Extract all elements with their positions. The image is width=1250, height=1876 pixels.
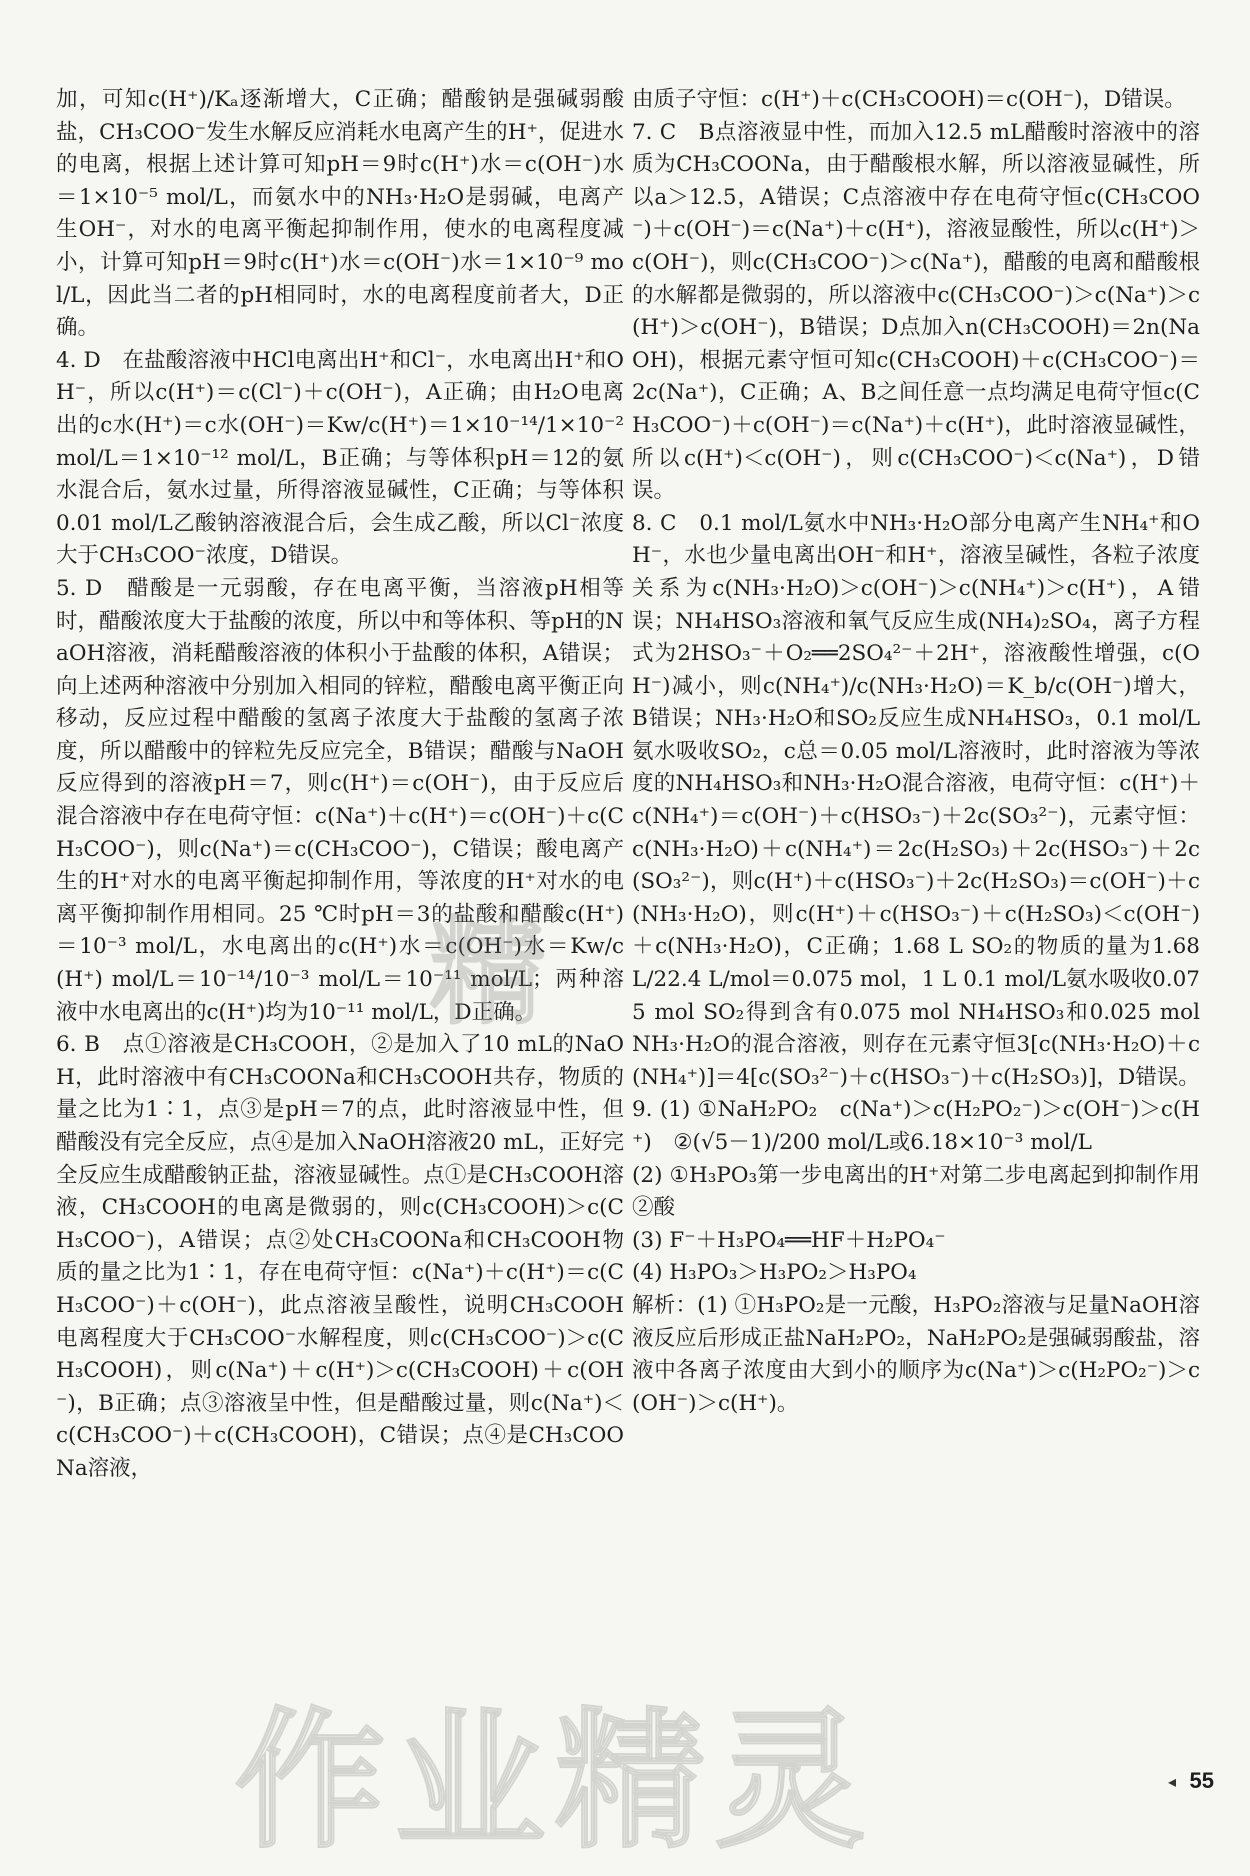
- answer-9-part3: (3) F⁻＋H₃PO₄══HF＋H₂PO₄⁻: [632, 1227, 946, 1253]
- answer-7: 7. C B点溶液显中性，而加入12.5 mL醋酸时溶液中的溶质为CH₃COONa，由于醋酸根水解，所以溶液显碱性，所以a＞12.5，A错误；C点溶液中存在电荷守恒c(CH₃COO⁻)＋c(OH⁻)＝c(Na⁺)＋c(H⁺)，溶液显酸性，所以c(H⁺)＞c(OH⁻)，则c(CH₃COO⁻)＞c(Na⁺)，醋酸的电离和醋酸根的水解都是微弱的，所以溶液中c(CH₃COO⁻)＞c(Na⁺)＞c(H⁺)＞c(OH⁻)，B错误；D点加入n(CH₃COOH)＝2n(NaOH)，根据元素守恒可知c(CH₃COOH)＋c(CH₃COO⁻)＝2c(Na⁺)，C正确；A、B之间任意一点均满足电荷守恒c(CH₃COO⁻)＋c(OH⁻)＝c(Na⁺)＋c(H⁺)，此时溶液显碱性，所以c(H⁺)＜c(OH⁻)，则c(CH₃COO⁻)＜c(Na⁺)，D错误。: [632, 119, 1200, 504]
- answer-5: 5. D 醋酸是一元弱酸，存在电离平衡，当溶液pH相等时，醋酸浓度大于盐酸的浓度，所以中和等体积、等pH的NaOH溶液，消耗醋酸溶液的体积小于盐酸的体积，A错误；向上述两种溶液中分别加入相同的锌粒，醋酸电离平衡正向移动，反应过程中醋酸的氢离子浓度大于盐酸的氢离子浓度，所以醋酸中的锌粒先反应完全，B错误；醋酸与NaOH反应得到的溶液pH＝7，则c(H⁺)＝c(OH⁻)，由于反应后混合溶液中存在电荷守恒：c(Na⁺)＋c(H⁺)＝c(OH⁻)＋c(CH₃COO⁻)，则c(Na⁺)＝c(CH₃COO⁻)，C错误；酸电离产生的H⁺对水的电离平衡起抑制作用，等浓度的H⁺对水的电离平衡抑制作用相同。25 ℃时pH＝3的盐酸和醋酸c(H⁺)＝10⁻³ mol/L，水电离出的c(H⁺)水＝c(OH⁻)水＝Kw/c(H⁺) mol/L＝10⁻¹⁴/10⁻³ mol/L＝10⁻¹¹ mol/L；两种溶液中水电离出的c(H⁺)均为10⁻¹¹ mol/L，D正确。: [56, 575, 624, 1025]
- answer-6: 6. B 点①溶液是CH₃COOH，②是加入了10 mL的NaOH，此时溶液中有CH₃COONa和CH₃COOH共存，物质的量之比为1∶1，点③是pH＝7的点，此时溶液显中性，但醋酸没有完全反应，点④是加入NaOH溶液20 mL，正好完全反应生成醋酸钠正盐，溶液显碱性。点①是CH₃COOH溶液，CH₃COOH的电离是微弱的，则c(CH₃COOH)＞c(CH₃COO⁻)，A错误；点②处CH₃COONa和CH₃COOH物质的量之比为1∶1，存在电荷守恒：c(Na⁺)＋c(H⁺)＝c(CH₃COO⁻)＋c(OH⁻)，此点溶液呈酸性，说明CH₃COOH电离程度大于CH₃COO⁻水解程度，则c(CH₃COO⁻)＞c(CH₃COOH)，则c(Na⁺)＋c(H⁺)＞c(CH₃COOH)＋c(OH⁻)，B正确；点③溶液呈中性，但是醋酸过量，则c(Na⁺)＜c(CH₃COO⁻)＋c(CH₃COOH)，C错误；点④是CH₃COONa溶液，: [56, 1032, 624, 1481]
- answer-6-continuation: 由质子守恒：c(H⁺)＋c(CH₃COOH)＝c(OH⁻)，D错误。: [632, 87, 1186, 112]
- left-column: [56, 84, 624, 1486]
- answer-9-part2: (2) ①H₃PO₃第一步电离出的H⁺对第二步电离起到抑制作用 ②酸: [632, 1162, 1222, 1221]
- page-number: 55: [1189, 1768, 1214, 1793]
- answer-9-part1: 9. (1) ①NaH₂PO₂ c(Na⁺)＞c(H₂PO₂⁻)＞c(OH⁻)＞c(H⁺) ②(√5－1)/200 mol/L或6.18×10⁻³ mol/L: [632, 1097, 1200, 1155]
- analysis-paragraph: 解析：(1) ①H₃PO₂是一元酸，H₃PO₂溶液与足量NaOH溶液反应后形成正盐NaH₂PO₂，NaH₂PO₂是强碱弱酸盐，溶液中各离子浓度由大到小的顺序为c(Na⁺)＞c(H₂PO₂⁻)＞c(OH⁻)＞c(H⁺)。: [632, 1292, 1200, 1416]
- paragraph-continuation: 加，可知c(H⁺)/Kₐ逐渐增大，C正确；醋酸钠是强碱弱酸盐，CH₃COO⁻发生水解反应消耗水电离产生的H⁺，促进水的电离，根据上述计算可知pH＝9时c(H⁺)水＝c(OH⁻)水＝1×10⁻⁵ mol/L，而氨水中的NH₃·H₂O是弱碱，电离产生OH⁻，对水的电离平衡起抑制作用，使水的电离程度减小，计算可知pH＝9时c(H⁺)水＝c(OH⁻)水＝1×10⁻⁹ mol/L，因此当二者的pH相同时，水的电离程度前者大，D正确。: [56, 87, 624, 341]
- page-arrow-icon: ◂: [1167, 1772, 1176, 1791]
- answer-9-part4: (4) H₃PO₃＞H₃PO₂＞H₃PO₄: [632, 1260, 917, 1286]
- answer-8: 8. C 0.1 mol/L氨水中NH₃·H₂O部分电离产生NH₄⁺和OH⁻，水也少量电离出OH⁻和H⁺，溶液呈碱性，各粒子浓度关系为c(NH₃·H₂O)＞c(OH⁻)＞c(NH₄⁺)＞c(H⁺)，A错误；NH₄HSO₃溶液和氧气反应生成(NH₄)₂SO₄，离子方程式为2HSO₃⁻＋O₂══2SO₄²⁻＋2H⁺，溶液酸性增强，c(OH⁻)减小，则c(NH₄⁺)/c(NH₃·H₂O)＝K_b/c(OH⁻)增大，B错误；NH₃·H₂O和SO₂反应生成NH₄HSO₃，0.1 mol/L氨水吸收SO₂，c总＝0.05 mol/L溶液时，此时溶液为等浓度的NH₄HSO₃和NH₃·H₂O混合溶液，电荷守恒：c(H⁺)＋c(NH₄⁺)＝c(OH⁻)＋c(HSO₃⁻)＋2c(SO₃²⁻)，元素守恒：c(NH₃·H₂O)＋c(NH₄⁺)＝2c(H₂SO₃)＋2c(HSO₃⁻)＋2c(SO₃²⁻)，则c(H⁺)＋c(HSO₃⁻)＋2c(H₂SO₃)＝c(OH⁻)＋c(NH₃·H₂O)，则c(H⁺)＋c(HSO₃⁻)＋c(H₂SO₃)＜c(OH⁻)＋c(NH₃·H₂O)，C正确；1.68 L SO₂的物质的量为1.68 L/22.4 L/mol＝0.075 mol，1 L 0.1 mol/L氨水吸收0.075 mol SO₂得到含有0.075 mol NH₄HSO₃和0.025 mol NH₃·H₂O的混合溶液，则存在元素守恒3[c(NH₃·H₂O)＋c(NH₄⁺)]＝4[c(SO₃²⁻)＋c(HSO₃⁻)＋c(H₂SO₃)]，D错误。: [632, 510, 1200, 1090]
- right-column: [632, 84, 1222, 1420]
- answer-4: 4. D 在盐酸溶液中HCl电离出H⁺和Cl⁻，水电离出H⁺和OH⁻，所以c(H⁺)＝c(Cl⁻)＋c(OH⁻)，A正确；由H₂O电离出的c水(H⁺)＝c水(OH⁻)＝Kw/c(H⁺)＝1×10⁻¹⁴/1×10⁻² mol/L＝1×10⁻¹² mol/L，B正确；与等体积pH＝12的氨水混合后，氨水过量，所得溶液显碱性，C正确；与等体积0.01 mol/L乙酸钠溶液混合后，会生成乙酸，所以Cl⁻浓度大于CH₃COO⁻浓度，D错误。: [56, 347, 624, 569]
- watermark-logo: 精: [430, 906, 546, 1040]
- watermark-logo: 作业精灵: [235, 1695, 876, 1869]
